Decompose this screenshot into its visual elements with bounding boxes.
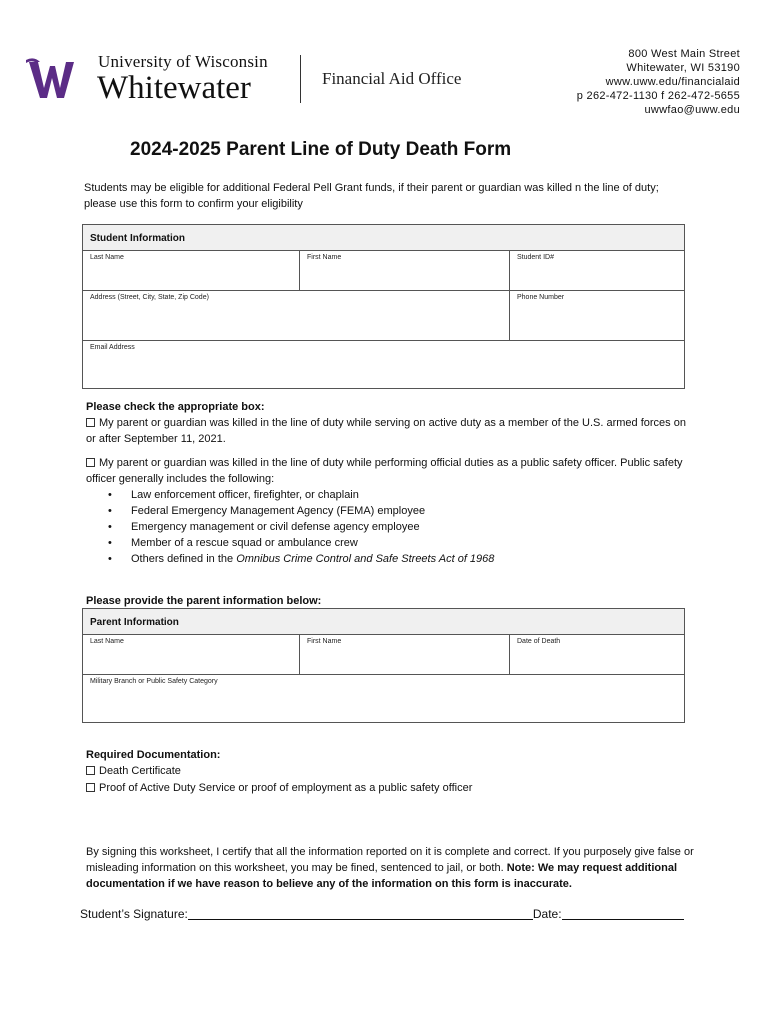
death-certificate-checkbox[interactable] <box>86 766 95 775</box>
student-id-label: Student ID# <box>517 254 554 261</box>
student-id-field[interactable] <box>510 251 684 290</box>
student-phone-label: Phone Number <box>517 294 565 301</box>
parent-row-names <box>83 635 684 675</box>
act-name: Omnibus Crime Control and Safe Streets Act of 1968 <box>236 553 495 565</box>
public-safety-label: My parent or guardian was killed in the line of duty while performing official duties as a public safety officer. Public safety officer generally includes the following: <box>86 457 683 485</box>
list-item: • Emergency management or civil defense agency employee <box>86 519 696 535</box>
parent-first-name-label: First Name <box>307 638 342 645</box>
parent-table-heading: Parent Information <box>83 609 684 635</box>
parent-military-field[interactable] <box>83 675 684 722</box>
parent-last-name-label: Last Name <box>90 638 124 645</box>
armed-forces-checkbox[interactable] <box>86 418 95 427</box>
header-divider <box>300 55 301 103</box>
option-public-safety <box>86 455 696 567</box>
parent-first-name-field[interactable] <box>300 635 510 674</box>
student-email-field[interactable] <box>83 341 684 388</box>
option-armed-forces <box>86 415 696 447</box>
signature-date-field[interactable] <box>562 907 684 920</box>
student-first-name-field[interactable] <box>300 251 510 290</box>
list-item: • Member of a rescue squad or ambulance crew <box>86 535 696 551</box>
student-row-address <box>83 291 684 341</box>
parent-heading: Please provide the parent information below: <box>86 595 322 607</box>
parent-information-table <box>82 608 685 723</box>
certification-note: Note: We may request additional documentation if we have reason to believe any of the information on this form is inaccurate. <box>86 862 678 890</box>
parent-row-military <box>83 675 684 722</box>
address-street: 800 West Main Street <box>628 48 740 60</box>
student-information-table <box>82 224 685 389</box>
intro-text: Students may be eligible for additional Federal Pell Grant funds, if their parent or guardian was killed n the line of duty; please use this form to confirm your eligibility <box>84 182 659 210</box>
student-last-name-field[interactable] <box>83 251 300 290</box>
student-address-field[interactable] <box>83 291 510 340</box>
certification-statement: By signing this worksheet, I certify that all the information reported on it is complete and correct. If you purposely give false or misleading information on this worksheet, you may be fined, sentenced to jail, or both. <box>86 846 694 874</box>
parent-date-of-death-field[interactable] <box>510 635 684 674</box>
university-name: University of Wisconsin <box>98 52 268 71</box>
parent-date-of-death-label: Date of Death <box>517 638 561 645</box>
uww-logo-icon <box>26 54 76 104</box>
signature-date-label: Date: <box>532 907 562 921</box>
proof-of-service-label: Proof of Active Duty Service or proof of employment as a public safety officer <box>99 782 473 794</box>
student-email-label: Email Address <box>90 344 135 351</box>
student-table-heading: Student Information <box>83 225 684 251</box>
address-email[interactable]: uwwfao@uww.edu <box>644 104 740 116</box>
public-safety-list <box>86 487 696 567</box>
list-item: • Federal Emergency Management Agency (FEMA) employee <box>86 503 696 519</box>
doc-death-certificate <box>86 763 696 779</box>
list-item: • Law enforcement officer, firefighter, or chaplain <box>86 487 696 503</box>
office-address <box>577 47 740 117</box>
office-name: Financial Aid Office <box>322 69 462 88</box>
certification-text <box>86 844 694 892</box>
doc-proof-of-service <box>86 780 696 796</box>
student-row-email <box>83 341 684 388</box>
student-phone-field[interactable] <box>510 291 684 340</box>
list-item <box>86 551 696 567</box>
address-website[interactable]: www.uww.edu/financialaid <box>605 76 740 88</box>
student-first-name-label: First Name <box>307 254 342 261</box>
address-city: Whitewater, WI 53190 <box>626 62 740 74</box>
list-item-prefix: Others defined in the <box>131 553 237 565</box>
university-campus: Whitewater <box>97 70 251 106</box>
parent-military-label: Military Branch or Public Safety Category <box>90 678 218 685</box>
student-last-name-label: Last Name <box>90 254 124 261</box>
public-safety-checkbox[interactable] <box>86 458 95 467</box>
proof-of-service-checkbox[interactable] <box>86 783 95 792</box>
death-certificate-label: Death Certificate <box>99 765 181 777</box>
student-address-label: Address (Street, City, State, Zip Code) <box>90 294 209 301</box>
signature-row <box>80 907 684 921</box>
page-title: 2024-2025 Parent Line of Duty Death Form <box>130 139 512 160</box>
check-heading: Please check the appropriate box: <box>86 401 265 413</box>
address-phone: p 262-472-1130 f 262-472-5655 <box>576 90 740 102</box>
student-signature-label: Student’s Signature: <box>80 907 188 921</box>
parent-last-name-field[interactable] <box>83 635 300 674</box>
student-row-names <box>83 251 684 291</box>
armed-forces-label: My parent or guardian was killed in the line of duty while serving on active duty as a member of the U.S. armed forces on or after September 11, 2021. <box>86 417 686 445</box>
documentation-heading: Required Documentation: <box>86 749 221 761</box>
student-signature-field[interactable] <box>188 907 533 920</box>
